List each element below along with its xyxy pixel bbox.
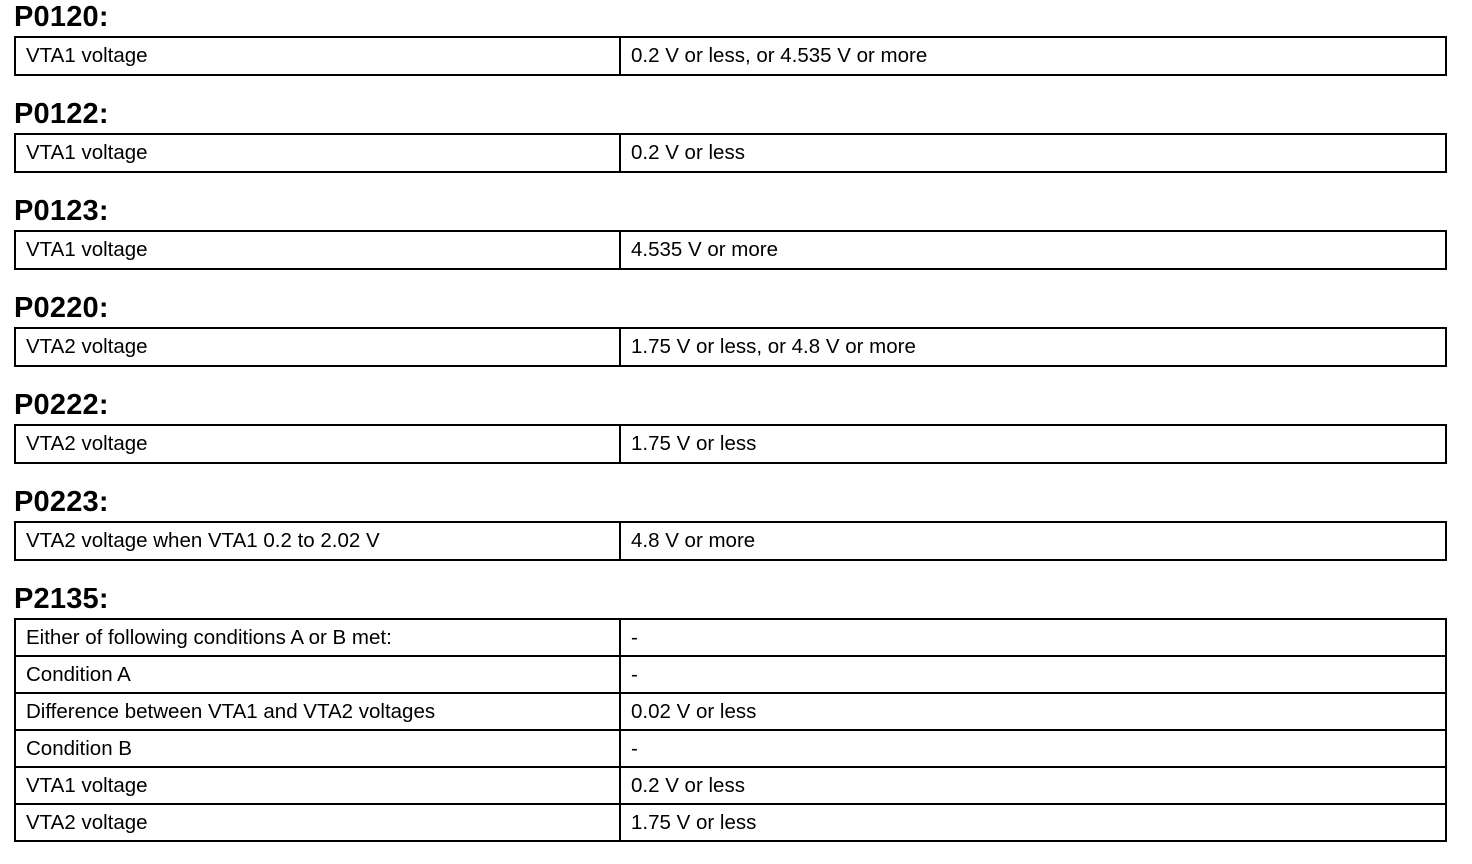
condition-item-cell: Difference between VTA1 and VTA2 voltages (15, 693, 620, 730)
table-row (15, 619, 1446, 656)
dtc-section-p0222 (14, 388, 1445, 464)
condition-item-cell: VTA1 voltage (15, 134, 620, 172)
dtc-condition-table (14, 424, 1447, 464)
table-row (15, 425, 1446, 463)
condition-value-cell: - (620, 656, 1446, 693)
dtc-condition-table (14, 327, 1447, 367)
condition-value-cell: 4.535 V or more (620, 231, 1446, 269)
condition-item-cell: Either of following conditions A or B met: (15, 619, 620, 656)
dtc-section-p0220 (14, 291, 1445, 367)
condition-item-cell: VTA2 voltage (15, 804, 620, 841)
condition-value-cell: 0.2 V or less (620, 134, 1446, 172)
table-row (15, 134, 1446, 172)
dtc-code-heading: P0222: (14, 389, 109, 421)
condition-value-cell: 4.8 V or more (620, 522, 1446, 560)
table-row (15, 656, 1446, 693)
condition-item-cell: VTA1 voltage (15, 231, 620, 269)
table-row (15, 328, 1446, 366)
condition-item-cell: VTA1 voltage (15, 37, 620, 75)
condition-item-cell: VTA2 voltage (15, 425, 620, 463)
dtc-section-p2135 (14, 582, 1445, 842)
dtc-condition-table (14, 521, 1447, 561)
condition-item-cell: VTA2 voltage when VTA1 0.2 to 2.02 V (15, 522, 620, 560)
dtc-condition-table (14, 230, 1447, 270)
condition-value-cell: - (620, 619, 1446, 656)
dtc-code-heading: P0122: (14, 98, 109, 130)
dtc-condition-table (14, 133, 1447, 173)
condition-item-cell: VTA2 voltage (15, 328, 620, 366)
dtc-code-heading: P0223: (14, 486, 109, 518)
dtc-section-p0122 (14, 97, 1445, 173)
condition-value-cell: - (620, 730, 1446, 767)
condition-value-cell: 0.2 V or less, or 4.535 V or more (620, 37, 1446, 75)
table-row (15, 804, 1446, 841)
table-row (15, 767, 1446, 804)
condition-item-cell: Condition B (15, 730, 620, 767)
condition-item-cell: VTA1 voltage (15, 767, 620, 804)
condition-item-cell: Condition A (15, 656, 620, 693)
condition-value-cell: 1.75 V or less, or 4.8 V or more (620, 328, 1446, 366)
dtc-section-p0120 (14, 0, 1445, 76)
dtc-section-p0123 (14, 194, 1445, 270)
dtc-code-heading: P0123: (14, 195, 109, 227)
condition-value-cell: 1.75 V or less (620, 425, 1446, 463)
condition-value-cell: 1.75 V or less (620, 804, 1446, 841)
dtc-condition-table (14, 618, 1447, 842)
table-row (15, 522, 1446, 560)
condition-value-cell: 0.2 V or less (620, 767, 1446, 804)
table-row (15, 730, 1446, 767)
dtc-code-heading: P2135: (14, 583, 109, 615)
condition-value-cell: 0.02 V or less (620, 693, 1446, 730)
table-row (15, 231, 1446, 269)
table-row (15, 37, 1446, 75)
table-row (15, 693, 1446, 730)
dtc-section-p0223 (14, 485, 1445, 561)
dtc-condition-table (14, 36, 1447, 76)
dtc-code-heading: P0120: (14, 1, 109, 33)
dtc-code-heading: P0220: (14, 292, 109, 324)
document-body (14, 0, 1445, 863)
